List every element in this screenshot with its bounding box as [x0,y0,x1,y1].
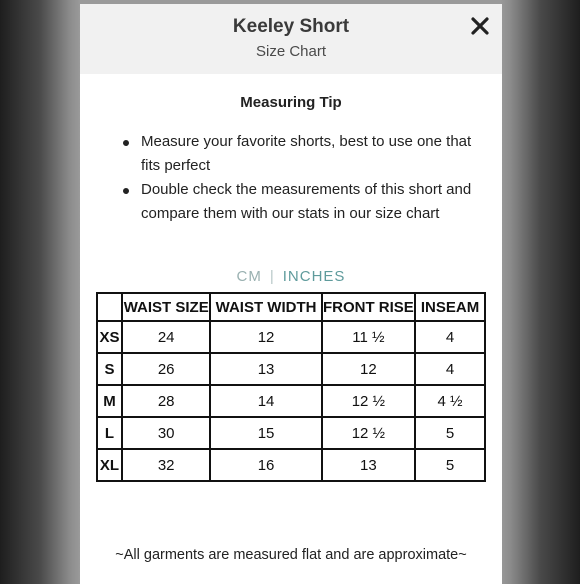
waist-width-cell: 12 [210,321,321,353]
close-button[interactable] [466,12,494,40]
table-header-row [97,293,485,321]
header-waist-width: WAIST WIDTH [210,293,321,321]
front-rise-cell: 12 [322,353,415,385]
size-label: XL [97,449,122,481]
front-rise-cell: 12 ½ [322,417,415,449]
waist-size-cell: 24 [122,321,210,353]
unit-cm-option[interactable]: CM [236,268,262,285]
measuring-tip-list [118,130,478,226]
waist-width-cell: 13 [210,353,321,385]
waist-width-cell: 15 [210,417,321,449]
measuring-tip-heading: Measuring Tip [240,94,342,111]
size-label: L [97,417,122,449]
inseam-cell: 4 [415,353,485,385]
modal-subtitle: Size Chart [255,43,327,60]
size-chart-modal [80,4,502,584]
close-x-icon [471,17,489,35]
modal-title: Keeley Short [232,16,350,37]
waist-width-cell: 16 [210,449,321,481]
waist-width-cell: 14 [210,385,321,417]
tip-item: Measure your favorite shorts, best to use one that fits perfect [118,130,478,178]
table-row [97,353,485,385]
unit-toggle [80,268,502,285]
waist-size-cell: 30 [122,417,210,449]
waist-size-cell: 32 [122,449,210,481]
unit-separator: | [269,268,275,285]
inseam-cell: 4 ½ [415,385,485,417]
header-inseam: INSEAM [415,293,485,321]
waist-size-cell: 26 [122,353,210,385]
table-row [97,385,485,417]
header-waist-size: WAIST SIZE [122,293,210,321]
front-rise-cell: 12 ½ [322,385,415,417]
unit-inches-option[interactable]: INCHES [282,268,346,285]
front-rise-cell: 13 [322,449,415,481]
inseam-cell: 5 [415,417,485,449]
inseam-cell: 4 [415,321,485,353]
size-label: M [97,385,122,417]
table-row [97,321,485,353]
table-row [97,449,485,481]
table-row [97,417,485,449]
size-label: XS [97,321,122,353]
table-corner-cell [97,293,122,321]
measurement-disclaimer: ~All garments are measured flat and are approximate~ [115,547,467,563]
modal-header [80,4,502,74]
size-label: S [97,353,122,385]
front-rise-cell: 11 ½ [322,321,415,353]
waist-size-cell: 28 [122,385,210,417]
header-front-rise: FRONT RISE [322,293,415,321]
tip-item: Double check the measurements of this short and compare them with our stats in our size chart [118,178,478,226]
size-table [96,292,486,482]
inseam-cell: 5 [415,449,485,481]
